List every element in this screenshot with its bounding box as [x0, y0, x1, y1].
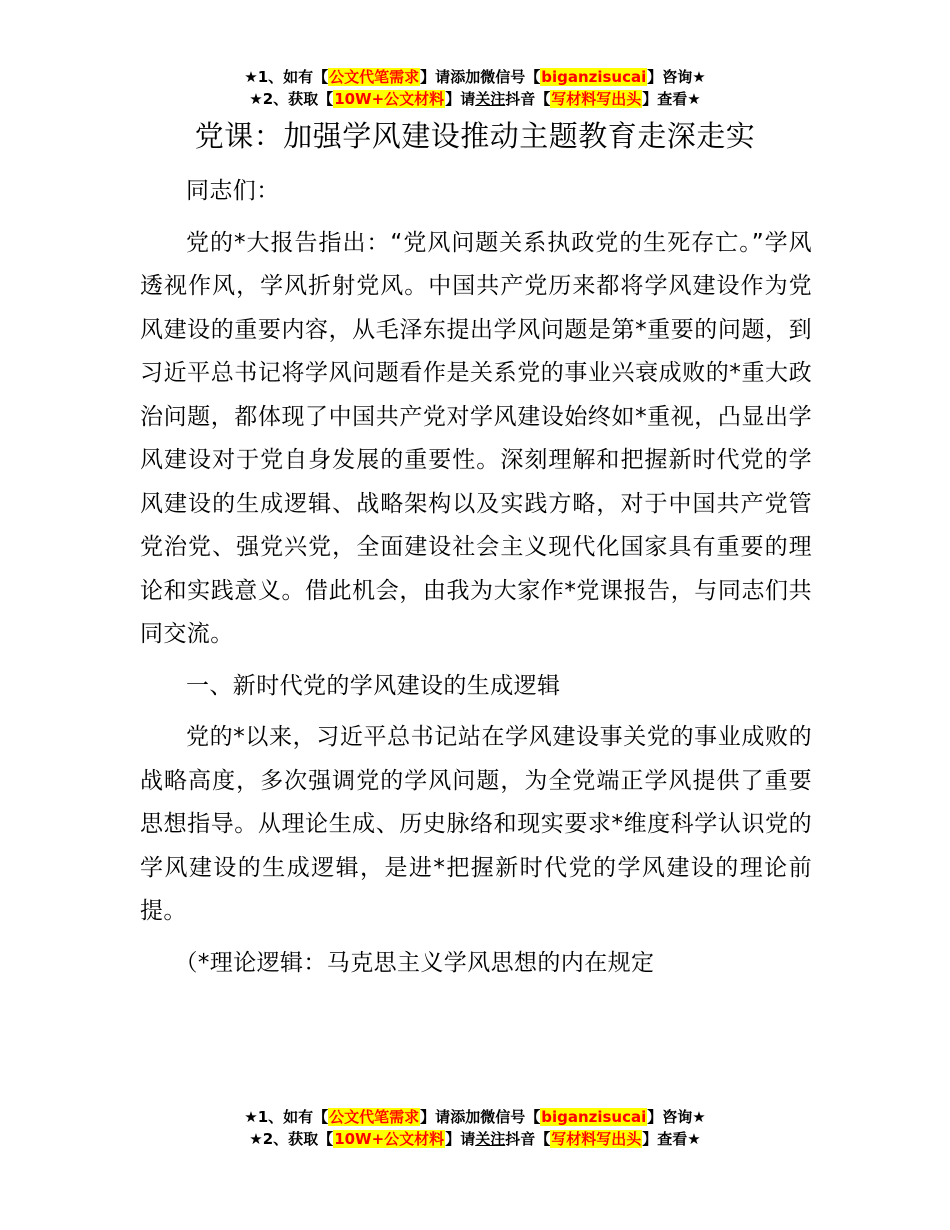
wechat-id: biganzisucai	[541, 68, 647, 86]
douyin-account: 写材料写出头	[551, 90, 642, 108]
wechat-id: biganzisucai	[541, 1108, 647, 1126]
banner-text: 】请	[420, 68, 451, 86]
underlined-text: 关注	[475, 90, 506, 108]
banner-text: ★2、获取【	[249, 90, 334, 108]
body-paragraph: 党的*大报告指出：“党风问题关系执政党的生死存亡。”学风透视作风，学风折射党风。中国共产党历来都将学风建设作为党风建设的重要内容，从毛泽东提出学风问题是第*重要的问题，到习近平总书记将学风问题看作是关系党的事业兴衰成败的*重大政治问题，都体现了中国共产党对学风建设始终如*重视，凸显出学风建设对于党自身发展的重要性。深刻理解和把握新时代党的学风建设的生成逻辑、战略架构以及实践方略，对于中国共产党管党治党、强党兴党，全面建设社会主义现代化国家具有重要的理论和实践意义。借此机会，由我为大家作*党课报告，与同志们共同交流。	[140, 229, 812, 647]
banner-text: 】咨询★	[647, 1108, 706, 1126]
document-title: 党课：加强学风建设推动主题教育走深走实	[194, 119, 756, 153]
subsection-heading: （*理论逻辑：马克思主义学风思想的内在规定	[174, 949, 655, 976]
banner-text: 】查看★	[642, 90, 701, 108]
douyin-account: 写材料写出头	[551, 1130, 642, 1148]
body-paragraph: 党的*以来，习近平总书记站在学风建设事关党的事业成败的战略高度，多次强调党的学风问题，为全党端正学风提供了重要思想指导。从理论生成、历史脉络和现实要求*维度科学认识党的学风建设的生成逻辑，是进*把握新时代党的学风建设的理论前提。	[140, 724, 812, 924]
banner-text: 抖音【	[505, 1130, 551, 1148]
header-banner	[0, 66, 950, 110]
footer-banner	[0, 1106, 950, 1150]
highlight-text: 公文代笔需求	[329, 68, 420, 86]
banner-text: 微信号【	[480, 68, 541, 86]
banner-text: 】查看★	[642, 1130, 701, 1148]
salutation: 同志们：	[186, 178, 280, 204]
banner-text: ★1、如有【	[244, 1108, 329, 1126]
banner-line-2	[0, 1128, 950, 1150]
document-body	[140, 170, 812, 993]
banner-text: 添加	[450, 68, 481, 86]
banner-text: 微信号【	[480, 1108, 541, 1126]
banner-text: 】咨询★	[647, 68, 706, 86]
banner-text: 添加	[450, 1108, 481, 1126]
banner-text: ★1、如有【	[244, 68, 329, 86]
banner-line-1	[0, 1106, 950, 1128]
banner-text: 】请	[445, 90, 476, 108]
banner-text: 抖音【	[505, 90, 551, 108]
highlight-text: 10W+公文材料	[334, 90, 445, 108]
banner-line-2	[0, 88, 950, 110]
highlight-text: 10W+公文材料	[334, 1130, 445, 1148]
highlight-text: 公文代笔需求	[329, 1108, 420, 1126]
banner-text: 】请	[445, 1130, 476, 1148]
section-heading: 一、新时代党的学风建设的生成逻辑	[186, 672, 561, 699]
underlined-text: 关注	[475, 1130, 506, 1148]
banner-text: ★2、获取【	[249, 1130, 334, 1148]
banner-line-1	[0, 66, 950, 88]
banner-text: 】请	[420, 1108, 451, 1126]
